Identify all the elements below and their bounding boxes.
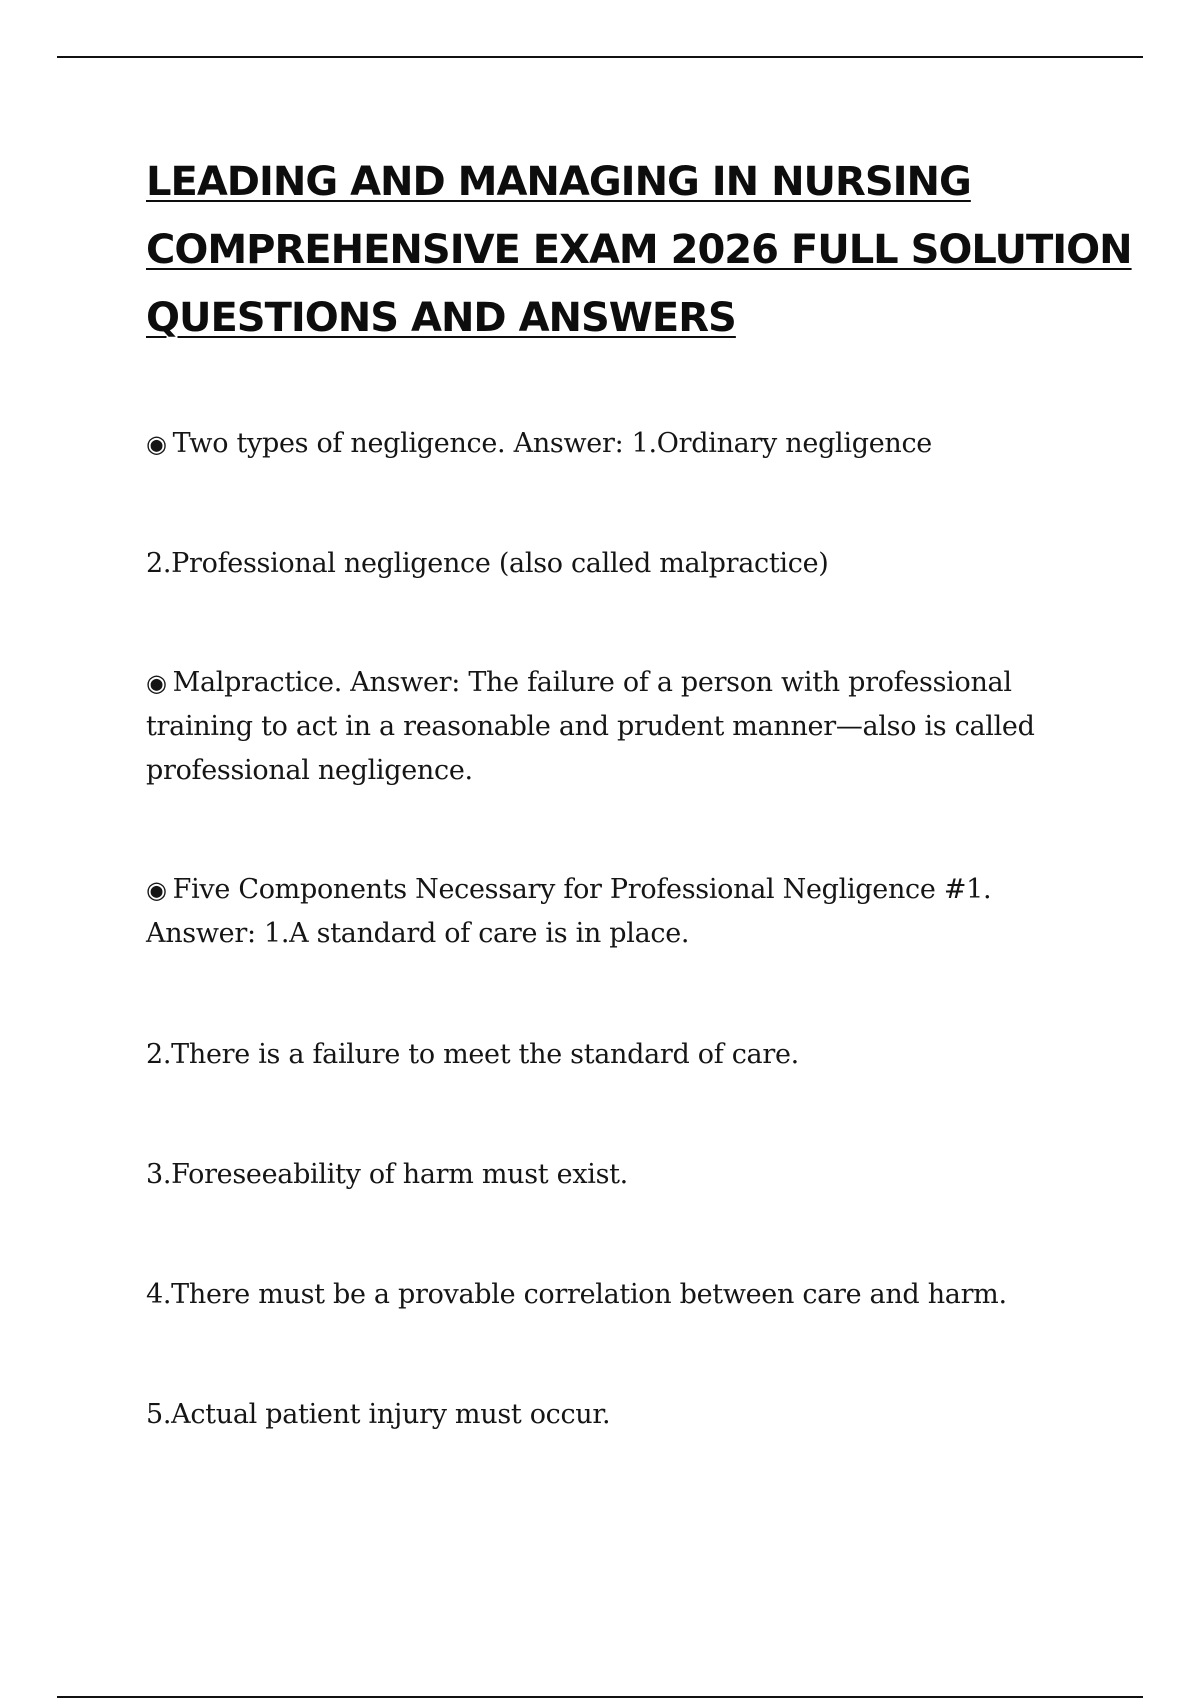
component-3 <box>146 1153 1106 1197</box>
component-2 <box>146 1033 1106 1077</box>
qa-item-negligence-types <box>146 422 1106 466</box>
text-line: professional negligence. <box>146 755 473 786</box>
answer-line-2 <box>146 542 1106 586</box>
component-4 <box>146 1273 1106 1317</box>
qa-item-five-components <box>146 868 1106 956</box>
bullet-icon: ◉ <box>146 669 167 697</box>
title-line: LEADING AND MANAGING IN NURSING <box>146 159 971 205</box>
text-line: Answer: 1.A standard of care is in place. <box>146 918 690 949</box>
text-line: 3.Foreseeability of harm must exist. <box>146 1159 628 1190</box>
title-line: COMPREHENSIVE EXAM 2026 FULL SOLUTION <box>146 227 1132 273</box>
component-5 <box>146 1393 1106 1437</box>
document-title <box>146 148 1132 352</box>
text-line: 2.There is a failure to meet the standard of care. <box>146 1039 799 1070</box>
qa-item-malpractice <box>146 661 1106 793</box>
text-line: ◉ Two types of negligence. Answer: 1.Ordinary negligence <box>146 428 932 459</box>
text-line: training to act in a reasonable and prudent manner—also is called <box>146 711 1035 742</box>
bottom-divider <box>57 1696 1143 1698</box>
text-line: 5.Actual patient injury must occur. <box>146 1399 611 1430</box>
text-line: ◉ Five Components Necessary for Professional Negligence #1. <box>146 874 992 905</box>
text-line: 4.There must be a provable correlation between care and harm. <box>146 1279 1007 1310</box>
text-line: 2.Professional negligence (also called malpractice) <box>146 548 829 579</box>
top-divider <box>57 56 1143 58</box>
bullet-icon: ◉ <box>146 430 167 458</box>
text-line: ◉ Malpractice. Answer: The failure of a person with professional <box>146 667 1012 698</box>
title-line: QUESTIONS AND ANSWERS <box>146 295 736 341</box>
bullet-icon: ◉ <box>146 876 167 904</box>
